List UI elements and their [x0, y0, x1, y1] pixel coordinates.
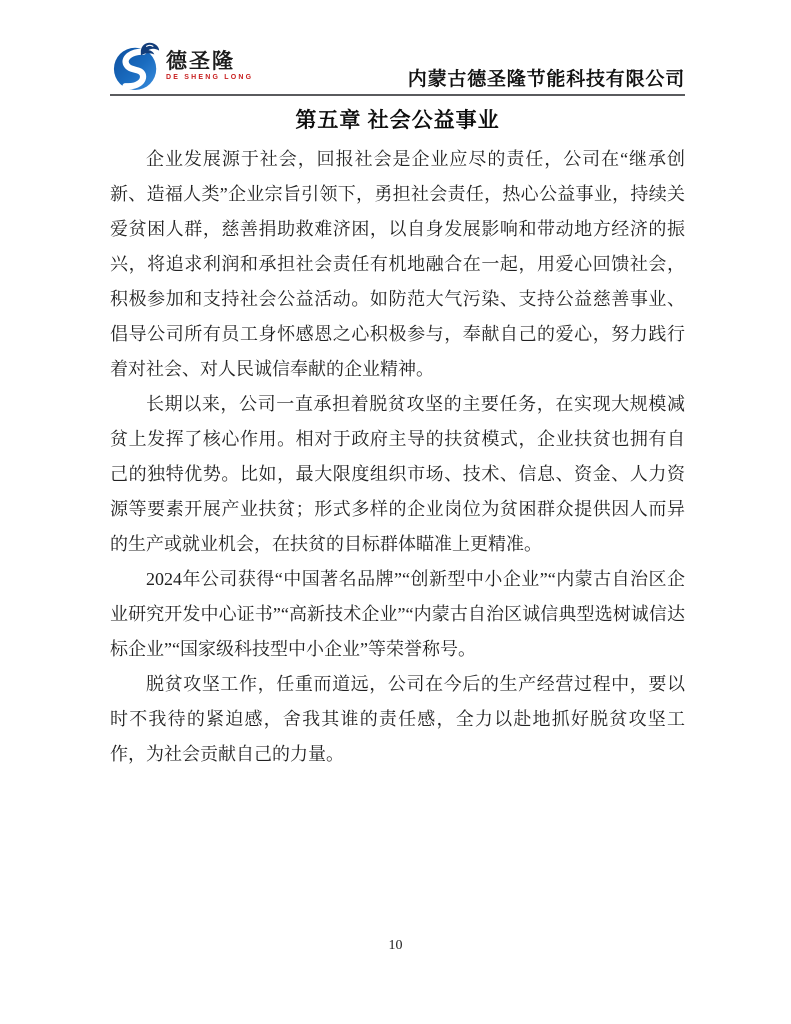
paragraph-1: 企业发展源于社会，回报社会是企业应尽的责任，公司在“继承创新、造福人类”企业宗旨引领下，勇担社会责任，热心公益事业，持续关爱贫困人群，慈善捐助救难济困，以自身发展影响和带动地方经济的振兴，将追求利润和承担社会责任有机地融合在一起，用爱心回馈社会，积极参加和支持社会公益活动。如防范大气污染、支持公益慈善事业、倡导公司所有员工身怀感恩之心积极参与，奉献自己的爱心，努力践行着对社会、对人民诚信奉献的企业精神。 [110, 149, 685, 379]
logo-text [166, 51, 253, 82]
logo-name-en: DE SHENG LONG [166, 73, 254, 81]
company-name: 内蒙古德圣隆节能科技有限公司 [407, 69, 685, 90]
paragraph-3: 2024年公司获得“中国著名品牌”“创新型中小企业”“内蒙古自治区企业研究开发中心证书”“高新技术企业”“内蒙古自治区诚信典型选树诚信达标企业”“国家级科技型中小企业”等荣誉称号。 [110, 569, 685, 659]
logo-name-cn: 德圣隆 [166, 49, 235, 73]
page-header [110, 0, 685, 100]
chapter-title: 第五章 社会公益事业 [295, 108, 500, 132]
paragraph-2: 长期以来，公司一直承担着脱贫攻坚的主要任务，在实现大规模减贫上发挥了核心作用。相对于政府主导的扶贫模式，企业扶贫也拥有自己的独特优势。比如，最大限度组织市场、技术、信息、资金、人力资源等要素开展产业扶贫；形式多样的企业岗位为贫困群众提供因人而异的生产或就业机会，在扶贫的目标群体瞄准上更精准。 [110, 394, 685, 554]
page-number: 10 [388, 938, 403, 953]
paragraph-4: 脱贫攻坚工作，任重而道远，公司在今后的生产经营过程中，要以时不我待的紧迫感，舍我其谁的责任感，全力以赴地抓好脱贫攻坚工作，为社会贡献自己的力量。 [110, 674, 685, 764]
body-text [110, 142, 685, 772]
dragon-s-icon [112, 40, 162, 92]
header-divider [110, 94, 685, 96]
company-logo [112, 40, 253, 92]
